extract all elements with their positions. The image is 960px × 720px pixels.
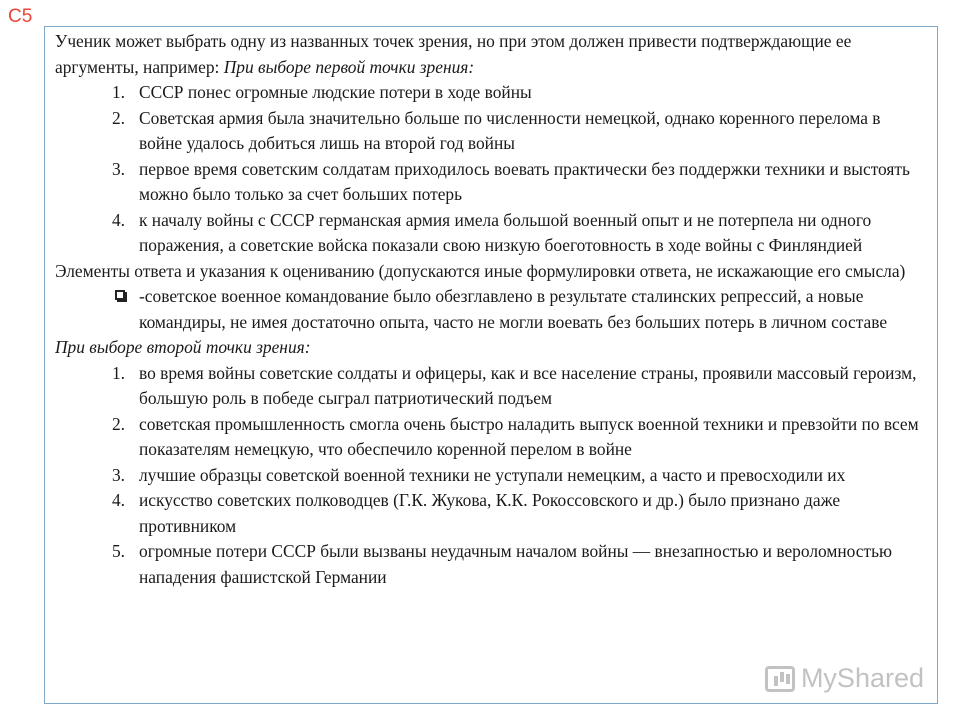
item-text: Советская армия была значительно больше по численности немецкой, однако коренного перелома в войне удалось добиться лишь на второй год войны <box>139 107 881 153</box>
bullet-item <box>55 284 925 335</box>
item-number: 5. <box>111 541 125 561</box>
item-text: во время войны советские солдаты и офицеры, как и все население страны, проявили массовый героизм, большую роль в победе сыграл патриотический подъем <box>139 362 917 408</box>
elements-heading: Элементы ответа и указания к оцениванию (допускаются иные формулировки ответа, не искажающие его смысла) <box>55 260 906 281</box>
item-number: 4. <box>111 490 125 510</box>
list-item <box>55 488 925 539</box>
first-view-list <box>55 80 925 259</box>
item-number: 3. <box>111 464 125 485</box>
item-number: 4. <box>111 209 125 230</box>
content-box <box>44 26 938 704</box>
item-text: первое время советским солдатам приходилось воевать практически без поддержки техники и выстоять можно было только за счет больших потерь <box>139 158 910 204</box>
item-number: 2. <box>111 107 125 128</box>
item-text: лучшие образцы советской военной техники не уступали немецким, а часто и превосходили их <box>139 464 846 485</box>
second-view-heading: При выборе второй точки зрения: <box>55 337 311 357</box>
intro-text: Ученик может выбрать одну из названных точек зрения, но при этом должен привести подтверждающие ее аргументы, например: <box>55 31 852 77</box>
list-item <box>55 463 925 489</box>
item-number: 2. <box>111 413 125 434</box>
list-item <box>55 80 925 106</box>
item-number: 1. <box>111 362 125 383</box>
second-view-list <box>55 361 925 591</box>
list-item <box>55 208 925 259</box>
item-number: 3. <box>111 158 125 179</box>
item-text: к началу войны с СССР германская армия имела большой военный опыт и не потерпела ни одного поражения, а советские войска показали свою низкую боеготовность в ходе войны с Финляндией <box>139 209 872 255</box>
bullet-text: -советское военное командование было обезглавлено в результате сталинских репрессий, а новые командиры, не имея достаточно опыта, часто не могли воевать без больших потерь в личном составе <box>139 286 888 332</box>
list-item <box>55 157 925 208</box>
watermark-text: MyShared <box>800 663 924 693</box>
list-item <box>55 412 925 463</box>
list-item <box>55 539 925 590</box>
watermark-logo <box>765 663 924 694</box>
slide-label: С5 <box>8 6 33 27</box>
list-item <box>55 106 925 157</box>
item-text: искусство советских полководцев (Г.К. Жукова, К.К. Рокоссовского и др.) было признано даже противником <box>139 490 841 536</box>
intro-paragraph <box>55 29 925 80</box>
item-text: СССР понес огромные людские потери в ходе войны <box>139 82 532 102</box>
first-view-heading: При выборе первой точки зрения: <box>223 56 475 77</box>
item-number: 1. <box>111 82 125 102</box>
bullet-square-icon <box>55 284 139 335</box>
item-text: советская промышленность смогла очень быстро наладить выпуск военной техники и превзойти по всем показателям немецкую, что обеспечило коренной перелом в войне <box>139 413 919 459</box>
list-item <box>55 361 925 412</box>
chart-icon <box>765 666 795 692</box>
item-text: огромные потери СССР были вызваны неудачным началом войны — внезапностью и вероломностью нападения фашистской Германии <box>139 541 893 587</box>
